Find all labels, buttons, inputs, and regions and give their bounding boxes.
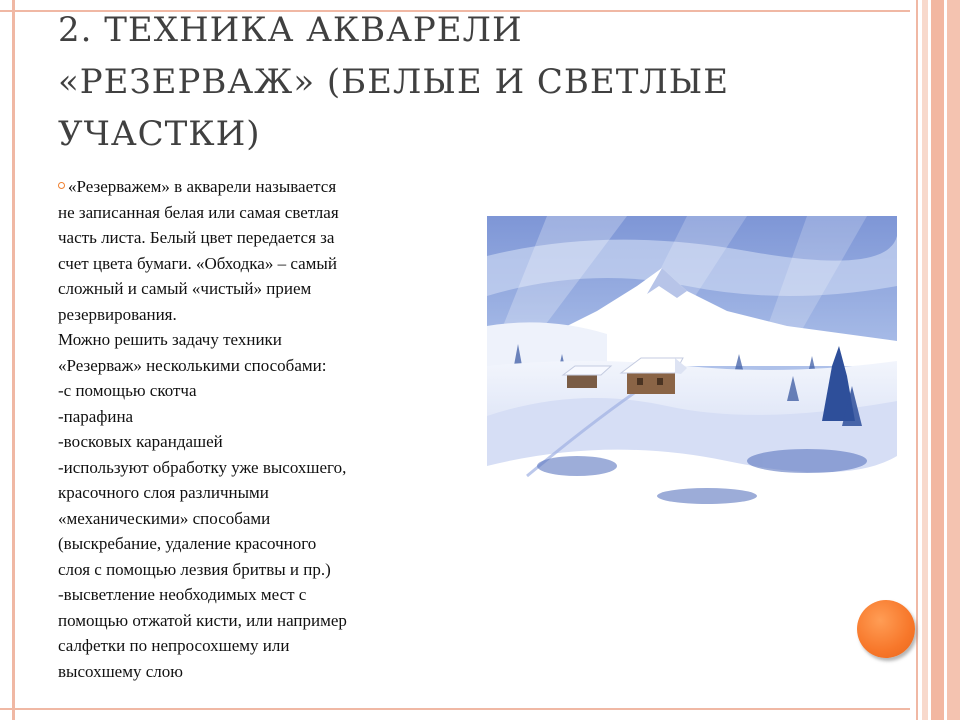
body-line: -высветление необходимых мест с (58, 585, 307, 604)
body-line: красочного слоя различными (58, 483, 269, 502)
body-line: резервирования. (58, 304, 177, 324)
body-line: «Резерважем» в акварели называется (68, 177, 337, 196)
orange-circle-decoration (857, 600, 915, 658)
body-line: не записанная белая или самая светлая (58, 202, 339, 222)
decorative-stripes (922, 0, 960, 720)
body-line: -восковых карандашей (58, 432, 223, 451)
body-line: (выскребание, удаление красочного (58, 534, 317, 553)
body-line: «механическими» способами (58, 508, 271, 528)
body-line: «Резерваж» несколькими способами: (58, 355, 327, 375)
body-line: помощью отжатой кисти, или например (58, 610, 347, 630)
winter-watercolor-image (487, 216, 897, 519)
body-line: Можно решить задачу техники (58, 330, 282, 349)
slide-body (58, 174, 478, 684)
title-line: «РЕЗЕРВАЖ» (БЕЛЫЕ И СВЕТЛЫЕ (58, 62, 730, 102)
body-line-first (58, 174, 478, 200)
body-line: сложный и самый «чистый» прием (58, 279, 312, 298)
frame-left-line (12, 0, 15, 720)
bullet-icon (58, 182, 65, 189)
title-line: 2. ТЕХНИКА АКВАРЕЛИ (58, 10, 523, 50)
body-line: -с помощью скотча (58, 381, 197, 400)
body-line: часть листа. Белый цвет передается за (58, 228, 335, 247)
body-line: счет цвета бумаги. «Обходка» – самый (58, 253, 337, 273)
body-line: -используют обработку уже высохшего, (58, 457, 347, 477)
frame-bottom-line (0, 708, 910, 710)
slide-title (58, 4, 818, 160)
body-line: салфетки по непросохшему или (58, 636, 290, 655)
frame-right-line (916, 0, 918, 720)
title-line: УЧАСТКИ) (58, 114, 261, 154)
body-line: -парафина (58, 406, 134, 426)
body-line: высохшему слою (58, 661, 183, 681)
body-line: слоя с помощью лезвия бритвы и пр.) (58, 559, 331, 579)
